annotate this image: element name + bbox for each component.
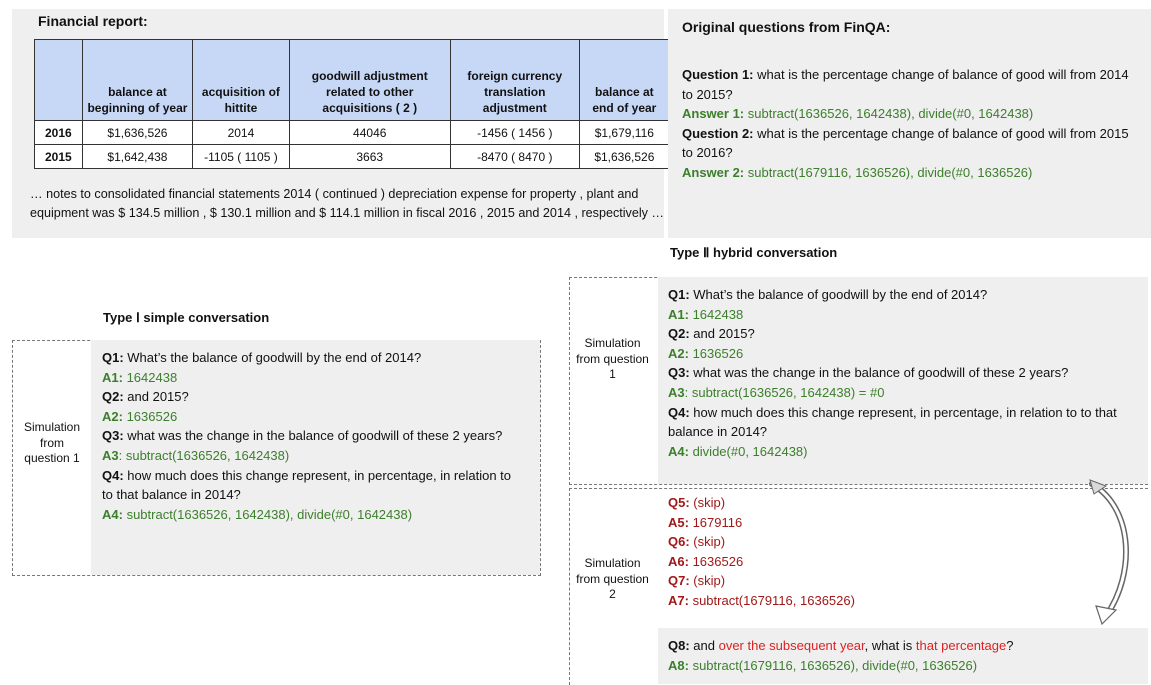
answer-2-text: subtract(1679116, 1636526), divide(#0, 1636526)	[744, 164, 1033, 180]
turn-label: A6:	[668, 553, 689, 569]
turn-text: What’s the balance of goodwill by the end of 2014?	[689, 287, 988, 302]
turn-text: and	[689, 638, 719, 653]
turn-text: What’s the balance of goodwill by the end of 2014?	[123, 350, 422, 365]
turn-label: A5:	[668, 514, 689, 530]
conversation-line	[668, 552, 1068, 572]
type2-conversation-part3	[668, 636, 1146, 675]
conversation-line	[102, 387, 522, 407]
table-cell: -1105 ( 1105 )	[193, 145, 289, 169]
conversation-line	[668, 513, 1068, 533]
turn-text: subtract(1636526, 1642438), divide(#0, 1642438)	[122, 506, 413, 522]
table-cell: -1456 ( 1456 )	[450, 121, 579, 145]
turn-text: and 2015?	[123, 389, 189, 405]
highlight-text: that percentage	[915, 638, 1007, 653]
table-header-cell: balance at beginning of year	[82, 40, 193, 121]
financial-report-title: Financial report:	[38, 13, 148, 29]
type2-conversation-part1	[668, 285, 1146, 461]
conversation-line	[668, 656, 1146, 676]
financial-report-panel	[12, 9, 664, 238]
questions-body	[682, 65, 1142, 182]
turn-text: divide(#0, 1642438)	[688, 443, 808, 459]
table-header-cell	[35, 40, 83, 121]
original-questions-panel	[668, 9, 1151, 238]
curved-arrow-icon	[1078, 478, 1148, 628]
table-cell: $1,679,116	[579, 121, 669, 145]
turn-text: : subtract(1636526, 1642438)	[118, 447, 290, 463]
turn-text: subtract(1679116, 1636526)	[688, 592, 855, 608]
table-cell: $1,642,438	[82, 145, 193, 169]
question-1	[682, 65, 1142, 104]
table-header-row	[35, 40, 670, 121]
turn-label: Q2:	[668, 326, 690, 342]
turn-text: what was the change in the balance of goodwill of these 2 years?	[689, 365, 1069, 381]
type1-conversation	[102, 348, 522, 524]
turn-text: 1636526	[122, 408, 178, 424]
turn-text: how much does this change represent, in percentage, in relation to to that balance in 2014?	[102, 467, 512, 503]
conversation-line	[668, 532, 1068, 552]
turn-text: what was the change in the balance of goodwill of these 2 years?	[123, 428, 503, 444]
turn-text: how much does this change represent, in percentage, in relation to to that balance in 2014?	[668, 404, 1117, 440]
turn-label: A2:	[668, 345, 689, 361]
turn-text: 1642438	[122, 369, 178, 385]
turn-label: Q1:	[668, 287, 690, 302]
table-header-cell: goodwill adjustment related to other acquisitions ( 2 )	[289, 40, 450, 121]
conversation-line	[668, 324, 1146, 344]
turn-text: 1679116	[688, 514, 743, 530]
turn-label: Q2:	[102, 389, 124, 405]
turn-label: A1:	[102, 369, 123, 385]
turn-text: ?	[1006, 638, 1014, 653]
type1-simulation-label: Simulation from question 1	[23, 420, 81, 465]
financial-table	[34, 39, 670, 169]
conversation-line	[668, 571, 1068, 591]
highlight-text: over the subsequent year	[718, 638, 865, 653]
conversation-line	[668, 363, 1146, 383]
turn-text: , what is	[864, 638, 916, 653]
turn-label: A2:	[102, 408, 123, 424]
turn-text: and 2015?	[689, 326, 755, 342]
turn-label: A3	[668, 384, 685, 400]
turn-label: A7:	[668, 592, 689, 608]
conversation-line	[102, 505, 522, 525]
table-cell: 2016	[35, 121, 83, 145]
turn-label: Q1:	[102, 350, 124, 365]
turn-label: A1:	[668, 306, 689, 322]
turn-label: Q6:	[668, 534, 690, 550]
turn-text: 1642438	[688, 306, 744, 322]
answer-2-label: Answer 2:	[682, 164, 745, 180]
turn-label: A4:	[668, 443, 689, 459]
answer-1-label: Answer 1:	[682, 106, 745, 121]
answer-1-text: subtract(1636526, 1642438), divide(#0, 1642438)	[744, 106, 1034, 121]
type2-simulation-label-2: Simulation from question 2	[576, 556, 649, 601]
turn-text: 1636526	[688, 553, 744, 569]
conversation-line	[102, 446, 522, 466]
conversation-line	[102, 466, 522, 505]
conversation-line	[668, 344, 1146, 364]
table-cell: 2015	[35, 145, 83, 169]
answer-2	[682, 163, 1142, 183]
turn-text: (skip)	[689, 534, 726, 550]
question-1-text: what is the percentage change of balance of good will from 2014 to 2015?	[682, 67, 1129, 102]
type2-simulation-label-1: Simulation from question 1	[576, 336, 649, 381]
table-header-cell: balance at end of year	[579, 40, 669, 121]
turn-text: (skip)	[689, 495, 726, 510]
question-1-label: Question 1:	[682, 67, 754, 82]
turn-text: : subtract(1636526, 1642438) = #0	[684, 384, 885, 400]
table-row	[35, 145, 670, 169]
conversation-line	[668, 636, 1146, 656]
type2-title: Type Ⅱ hybrid conversation	[670, 245, 838, 260]
conversation-line	[668, 403, 1146, 442]
question-2-label: Question 2:	[682, 125, 754, 141]
table-cell: $1,636,526	[82, 121, 193, 145]
conversation-line	[668, 285, 1146, 305]
turn-label: Q8:	[668, 638, 690, 653]
table-cell: -8470 ( 8470 )	[450, 145, 579, 169]
conversation-line	[668, 305, 1146, 325]
questions-title: Original questions from FinQA:	[682, 19, 891, 35]
conversation-line	[668, 591, 1068, 611]
turn-label: Q3:	[668, 365, 690, 381]
turn-label: Q5:	[668, 495, 690, 510]
turn-text: (skip)	[689, 573, 726, 589]
table-header-cell: foreign currency translation adjustment	[450, 40, 579, 121]
turn-label: Q7:	[668, 573, 690, 589]
table-cell: 2014	[193, 121, 289, 145]
conversation-line	[102, 426, 522, 446]
table-header-cell: acquisition of hittite	[193, 40, 289, 121]
table-row	[35, 121, 670, 145]
turn-label: A4:	[102, 506, 123, 522]
turn-label: A3	[102, 447, 119, 463]
report-notes: … notes to consolidated financial statements 2014 ( continued ) depreciation expense for property , plant and equipment was $ 134.5 million , $ 130.1 million and $ 114.1 million in fiscal 2016 , 2015 and 2014 , respectively …	[30, 187, 665, 220]
type1-title: Type Ⅰ simple conversation	[103, 310, 270, 325]
conversation-line	[668, 383, 1146, 403]
type2-conversation-part2	[668, 493, 1068, 611]
conversation-line	[102, 348, 522, 368]
turn-text: subtract(1679116, 1636526), divide(#0, 1636526)	[688, 657, 978, 673]
turn-label: A8:	[668, 657, 689, 673]
turn-label: Q3:	[102, 428, 124, 444]
question-2	[682, 124, 1142, 163]
question-2-text: what is the percentage change of balance of good will from 2015 to 2016?	[682, 125, 1129, 160]
conversation-line	[102, 407, 522, 427]
conversation-line	[102, 368, 522, 388]
conversation-line	[668, 493, 1068, 513]
table-cell: $1,636,526	[579, 145, 669, 169]
table-cell: 3663	[289, 145, 450, 169]
turn-text: 1636526	[688, 345, 744, 361]
conversation-line	[668, 442, 1146, 462]
table-cell: 44046	[289, 121, 450, 145]
answer-1	[682, 104, 1142, 124]
turn-label: Q4:	[668, 404, 690, 420]
turn-label: Q4:	[102, 467, 124, 483]
